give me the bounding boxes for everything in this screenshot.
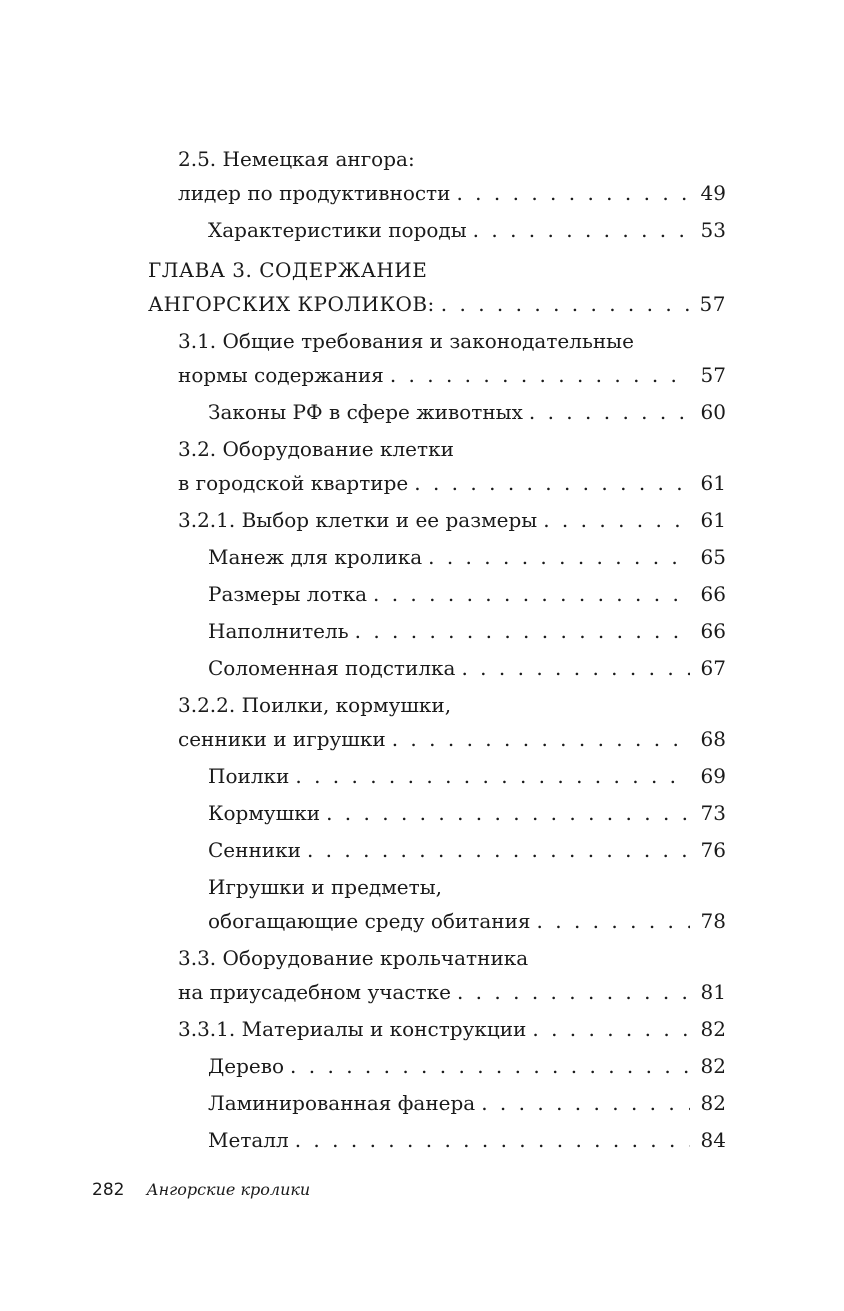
toc-page-number: 66 [700, 582, 726, 606]
toc-page-number: 60 [700, 400, 726, 424]
toc-entry[interactable] [208, 796, 726, 830]
dot-leader [473, 213, 690, 247]
toc-entry-title: Размеры лотка [208, 582, 367, 606]
toc-page-number: 81 [700, 980, 726, 1004]
dot-leader [532, 1012, 690, 1046]
toc-entry-title: Ламинированная фанера [208, 1091, 476, 1115]
footer-book-title: Ангорские кролики [146, 1180, 311, 1199]
toc-line [208, 1086, 726, 1120]
dot-leader [456, 176, 690, 210]
toc-page-number: 69 [700, 764, 726, 788]
toc-page-number: 57 [699, 292, 726, 316]
dot-leader [441, 287, 690, 321]
toc-entry[interactable] [208, 1086, 726, 1120]
toc-line [178, 503, 726, 537]
toc-line [208, 651, 726, 685]
toc-line [208, 213, 726, 247]
toc-entry[interactable] [178, 503, 726, 537]
toc-line [208, 904, 726, 938]
toc-page-number: 49 [700, 181, 726, 205]
toc-line [208, 1123, 726, 1157]
toc-entry-title: Манеж для кролика [208, 545, 423, 569]
toc-line [178, 975, 726, 1009]
dot-leader [295, 1123, 690, 1157]
toc-line [178, 176, 726, 210]
table-of-contents [148, 142, 726, 1160]
dot-leader [428, 540, 690, 574]
toc-entry-title: 3.2. Оборудование клетки [178, 437, 454, 461]
toc-entry[interactable] [208, 833, 726, 867]
toc-page-number: 66 [700, 619, 726, 643]
toc-page-number: 67 [700, 656, 726, 680]
toc-entry-title: 3.1. Общие требования и законодательные [178, 329, 634, 353]
toc-entry-title: Металл [208, 1128, 289, 1152]
dot-leader [307, 833, 690, 867]
toc-entry-title: 2.5. Немецкая ангора: [178, 147, 415, 171]
toc-line [208, 870, 726, 904]
toc-entry[interactable] [208, 651, 726, 685]
dot-leader [461, 651, 690, 685]
toc-line [208, 1049, 726, 1083]
toc-entry[interactable] [208, 870, 726, 938]
toc-line [148, 287, 726, 321]
toc-line [208, 577, 726, 611]
toc-entry-title: 3.2.2. Поилки, кормушки, [178, 693, 452, 717]
toc-entry[interactable] [178, 432, 726, 500]
toc-entry-title: Дерево [208, 1054, 285, 1078]
toc-entry-title: сенники и игрушки [178, 727, 386, 751]
toc-entry-title: в городской квартире [178, 471, 409, 495]
toc-line [208, 759, 726, 793]
dot-leader [295, 759, 690, 793]
toc-entry[interactable] [208, 577, 726, 611]
toc-entry-title: Кормушки [208, 801, 321, 825]
toc-line [178, 1012, 726, 1046]
toc-page-number: 76 [700, 838, 726, 862]
dot-leader [414, 466, 690, 500]
dot-leader [326, 796, 690, 830]
toc-entry[interactable] [208, 759, 726, 793]
toc-line [148, 253, 726, 287]
toc-line [178, 466, 726, 500]
toc-page-number: 61 [700, 508, 726, 532]
toc-page-number: 68 [700, 727, 726, 751]
toc-entry-title: Сенники [208, 838, 301, 862]
toc-page-number: 57 [700, 363, 726, 387]
toc-line [208, 395, 726, 429]
toc-entry-title: Соломенная подстилка [208, 656, 456, 680]
toc-entry-title: Наполнитель [208, 619, 349, 643]
toc-entry-title: 3.2.1. Выбор клетки и ее размеры [178, 508, 538, 532]
toc-entry-title: Характеристики породы [208, 218, 467, 242]
toc-line [178, 688, 726, 722]
toc-entry[interactable] [208, 614, 726, 648]
dot-leader [537, 904, 690, 938]
toc-page-number: 82 [700, 1054, 726, 1078]
page-footer [92, 1180, 310, 1200]
dot-leader [373, 577, 690, 611]
toc-entry-title: Игрушки и предметы, [208, 875, 442, 899]
dot-leader [390, 358, 690, 392]
toc-entry-title: Поилки [208, 764, 290, 788]
toc-line [178, 324, 726, 358]
toc-entry-title: 3.3. Оборудование крольчатника [178, 946, 529, 970]
toc-entry[interactable] [178, 142, 726, 210]
toc-line [178, 941, 726, 975]
toc-entry[interactable] [208, 1049, 726, 1083]
dot-leader [529, 395, 690, 429]
toc-line [208, 833, 726, 867]
toc-chapter-entry[interactable] [148, 253, 726, 321]
toc-entry-title: лидер по продуктивности [178, 181, 451, 205]
toc-entry-title: на приусадебном участке [178, 980, 451, 1004]
toc-entry[interactable] [178, 1012, 726, 1046]
toc-page-number: 82 [700, 1091, 726, 1115]
toc-page-number: 65 [700, 545, 726, 569]
toc-line [208, 614, 726, 648]
toc-page-number: 82 [700, 1017, 726, 1041]
toc-entry[interactable] [208, 213, 726, 247]
toc-entry[interactable] [208, 1123, 726, 1157]
toc-entry-title: нормы содержания [178, 363, 384, 387]
toc-entry[interactable] [178, 688, 726, 756]
toc-entry-title: обогащающие среду обитания [208, 909, 531, 933]
toc-page-number: 78 [700, 909, 726, 933]
toc-line [208, 796, 726, 830]
dot-leader [457, 975, 690, 1009]
toc-line [178, 358, 726, 392]
dot-leader [392, 722, 690, 756]
toc-entry-title: Законы РФ в сфере животных [208, 400, 523, 424]
toc-entry-title: 3.3.1. Материалы и конструкции [178, 1017, 527, 1041]
dot-leader [355, 614, 690, 648]
toc-page-number: 73 [700, 801, 726, 825]
footer-page-number: 282 [92, 1180, 125, 1200]
dot-leader [481, 1086, 690, 1120]
toc-entry[interactable] [178, 941, 726, 1009]
toc-entry-title: АНГОРСКИХ КРОЛИКОВ: [148, 292, 435, 316]
toc-line [178, 432, 726, 466]
toc-line [178, 722, 726, 756]
dot-leader [543, 503, 690, 537]
toc-page-number: 53 [700, 218, 726, 242]
dot-leader [290, 1049, 690, 1083]
toc-entry-title: ГЛАВА 3. СОДЕРЖАНИЕ [148, 258, 428, 282]
toc-entry[interactable] [178, 324, 726, 392]
toc-page-number: 84 [700, 1128, 726, 1152]
toc-page-number: 61 [700, 471, 726, 495]
toc-entry[interactable] [208, 540, 726, 574]
toc-line [208, 540, 726, 574]
toc-entry[interactable] [208, 395, 726, 429]
toc-line [178, 142, 726, 176]
